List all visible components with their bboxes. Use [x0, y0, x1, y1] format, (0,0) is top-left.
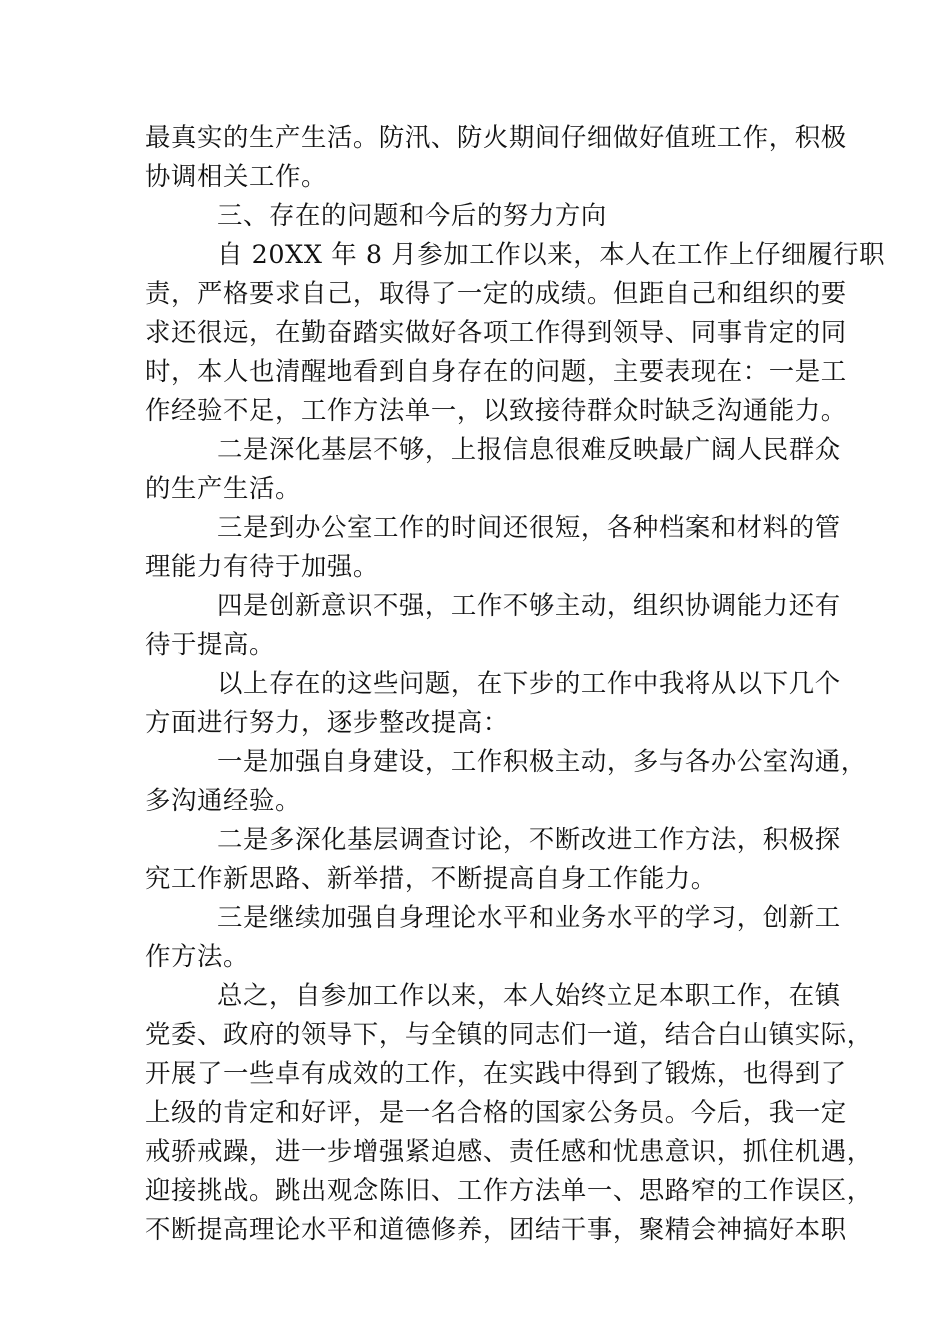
text-line: 以上存在的这些问题，在下步的工作中我将从以下几个: [217, 668, 841, 698]
text-line: 的生产生活。: [145, 473, 301, 503]
text-line: 多沟通经验。: [145, 785, 301, 815]
text-line: 开展了一些卓有成效的工作，在实践中得到了锻炼，也得到了: [145, 1058, 847, 1088]
text-line: 一是加强自身建设，工作积极主动，多与各办公室沟通，: [217, 746, 867, 776]
text-line: 二是多深化基层调查讨论，不断改进工作方法，积极探: [217, 824, 841, 854]
text-line: 二是深化基层不够，上报信息很难反映最广阔人民群众: [217, 434, 841, 464]
text-line: 党委、政府的领导下，与全镇的同志们一道，结合白山镇实际，: [145, 1019, 873, 1049]
text-line: 作经验不足，工作方法单一，以致接待群众时缺乏沟通能力。: [145, 395, 847, 425]
text-line: 理能力有待于加强。: [145, 551, 379, 581]
text-line: 自 20XX 年 8 月参加工作以来，本人在工作上仔细履行职: [217, 239, 886, 269]
text-line: 待于提高。: [145, 629, 275, 659]
text-line: 戒骄戒躁，进一步增强紧迫感、责任感和忧患意识，抓住机遇，: [145, 1136, 873, 1166]
text-line: 方面进行努力，逐步整改提高：: [145, 707, 509, 737]
text-line: 最真实的生产生活。防汛、防火期间仔细做好值班工作，积极: [145, 122, 847, 152]
text-line: 协调相关工作。: [145, 161, 327, 191]
text-line: 四是创新意识不强，工作不够主动，组织协调能力还有: [217, 590, 841, 620]
text-line: 迎接挑战。跳出观念陈旧、工作方法单一、思路窄的工作误区，: [145, 1175, 873, 1205]
text-line: 总之，自参加工作以来，本人始终立足本职工作，在镇: [217, 980, 841, 1010]
text-line: 三是到办公室工作的时间还很短，各种档案和材料的管: [217, 512, 841, 542]
text-line: 不断提高理论水平和道德修养，团结干事，聚精会神搞好本职: [145, 1214, 847, 1244]
text-line: 上级的肯定和好评，是一名合格的国家公务员。今后，我一定: [145, 1097, 847, 1127]
text-line: 究工作新思路、新举措，不断提高自身工作能力。: [145, 863, 717, 893]
text-line: 三是继续加强自身理论水平和业务水平的学习，创新工: [217, 902, 841, 932]
text-line: 作方法。: [145, 941, 249, 971]
text-line: 求还很远，在勤奋踏实做好各项工作得到领导、同事肯定的同: [145, 317, 847, 347]
text-line: 三、存在的问题和今后的努力方向: [217, 200, 607, 230]
text-line: 责，严格要求自己，取得了一定的成绩。但距自己和组织的要: [145, 278, 847, 308]
document-body: [145, 118, 886, 1249]
text-line: 时，本人也清醒地看到自身存在的问题，主要表现在：一是工: [145, 356, 847, 386]
